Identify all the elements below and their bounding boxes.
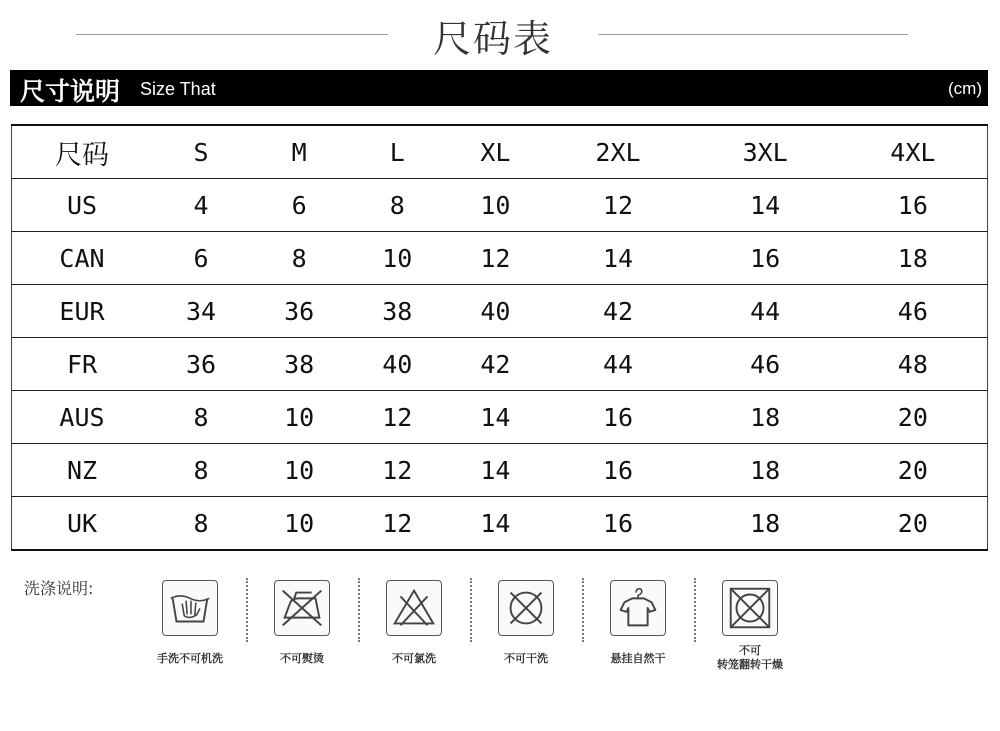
table-row <box>12 444 988 497</box>
header-cell: L <box>348 125 446 179</box>
table-cell: 40 <box>348 338 446 391</box>
banner-unit: (cm) <box>948 79 982 98</box>
table-cell: 36 <box>250 285 348 338</box>
care-label: 洗涤说明: <box>24 579 94 598</box>
table-cell: 42 <box>544 285 691 338</box>
table-cell: 8 <box>193 508 209 538</box>
table-cell: 16 <box>839 179 988 232</box>
table-cell: 18 <box>750 508 781 538</box>
table-cell: 48 <box>839 338 988 391</box>
table-cell: 20 <box>839 444 988 497</box>
table-cell: 6 <box>152 232 250 285</box>
care-text: 不可氯洗 <box>392 652 436 665</box>
table-cell: CAN <box>12 232 153 285</box>
care-instructions <box>0 570 1000 730</box>
title-divider-left <box>76 34 388 35</box>
banner-title-en: Size That <box>140 79 216 99</box>
table-cell: 6 <box>250 179 348 232</box>
table-cell: 8 <box>250 232 348 285</box>
table-header-row <box>12 125 988 179</box>
title-divider-right <box>598 34 908 35</box>
care-item-no-iron <box>246 576 358 686</box>
table-cell: 36 <box>152 338 250 391</box>
size-table <box>11 124 988 551</box>
banner-title-cn: 尺寸说明 <box>20 77 121 106</box>
table-cell: 18 <box>692 444 839 497</box>
table-row <box>12 232 988 285</box>
table-cell: 38 <box>348 285 446 338</box>
no-dry-clean-icon <box>498 580 554 636</box>
table-cell: EUR <box>12 285 153 338</box>
table-cell: 10 <box>284 508 315 538</box>
header <box>0 0 1000 68</box>
care-text: 不可干洗 <box>504 652 548 665</box>
table-cell: 12 <box>348 444 446 497</box>
care-item-no-tumble-dry <box>694 576 806 686</box>
table-cell: 16 <box>692 232 839 285</box>
table-cell: US <box>12 179 153 232</box>
care-text-line: 转笼翻转干燥 <box>717 658 783 671</box>
care-item-no-dry-clean <box>470 576 582 686</box>
table-cell: 8 <box>348 179 446 232</box>
table-cell: 18 <box>839 232 988 285</box>
table-cell: 38 <box>250 338 348 391</box>
table-cell: 14 <box>446 391 544 444</box>
hand-wash-icon <box>162 580 218 636</box>
table-cell: 8 <box>152 444 250 497</box>
table-cell: 14 <box>480 508 511 538</box>
table-cell: 12 <box>446 232 544 285</box>
table-row <box>12 391 988 444</box>
table-cell: 8 <box>152 391 250 444</box>
section-banner <box>10 70 988 106</box>
table-cell: 12 <box>382 508 413 538</box>
header-cell: M <box>250 125 348 179</box>
table-cell: 4 <box>152 179 250 232</box>
page-title: 尺码表 <box>432 17 553 61</box>
table-row <box>12 497 988 551</box>
table-cell: 16 <box>602 508 634 538</box>
table-cell: 14 <box>544 232 691 285</box>
care-text: 悬挂自然干 <box>610 652 666 665</box>
no-tumble-dry-icon <box>722 580 778 636</box>
care-text: 手洗不可机洗 <box>157 652 223 665</box>
table-cell: 16 <box>544 391 691 444</box>
table-cell: UK <box>66 508 98 538</box>
header-cell: 4XL <box>839 125 988 179</box>
table-cell: 12 <box>544 179 691 232</box>
table-row <box>12 179 988 232</box>
table-cell: 46 <box>839 285 988 338</box>
table-cell: 16 <box>544 444 691 497</box>
no-bleach-icon <box>386 580 442 636</box>
header-cell: 2XL <box>544 125 691 179</box>
table-cell: 18 <box>692 391 839 444</box>
table-cell: 14 <box>692 179 839 232</box>
care-item-hang-dry <box>582 576 694 686</box>
table-cell: NZ <box>12 444 153 497</box>
table-cell: 42 <box>446 338 544 391</box>
table-cell: 20 <box>897 508 928 538</box>
table-cell: 12 <box>348 391 446 444</box>
header-cell: 尺码 <box>12 125 153 179</box>
table-cell: 46 <box>692 338 839 391</box>
care-text-line: 不可 <box>739 644 761 657</box>
table-cell: 14 <box>446 444 544 497</box>
table-row <box>12 285 988 338</box>
table-cell: 44 <box>544 338 691 391</box>
table-cell: 10 <box>348 232 446 285</box>
no-iron-icon <box>274 580 330 636</box>
table-cell: 20 <box>839 391 988 444</box>
header-cell: S <box>152 125 250 179</box>
table-cell: 10 <box>446 179 544 232</box>
table-cell: 10 <box>250 444 348 497</box>
care-item-hand-wash <box>134 576 246 686</box>
header-cell: 3XL <box>692 125 839 179</box>
table-cell: AUS <box>12 391 153 444</box>
table-cell: FR <box>12 338 153 391</box>
table-cell: 34 <box>152 285 250 338</box>
hang-dry-icon <box>610 580 666 636</box>
care-text <box>694 644 806 672</box>
table-cell: 44 <box>692 285 839 338</box>
table-cell: 10 <box>250 391 348 444</box>
care-text: 不可熨烫 <box>280 652 324 665</box>
care-item-no-bleach <box>358 576 470 686</box>
table-row <box>12 338 988 391</box>
table-cell: 40 <box>446 285 544 338</box>
header-cell: XL <box>446 125 544 179</box>
